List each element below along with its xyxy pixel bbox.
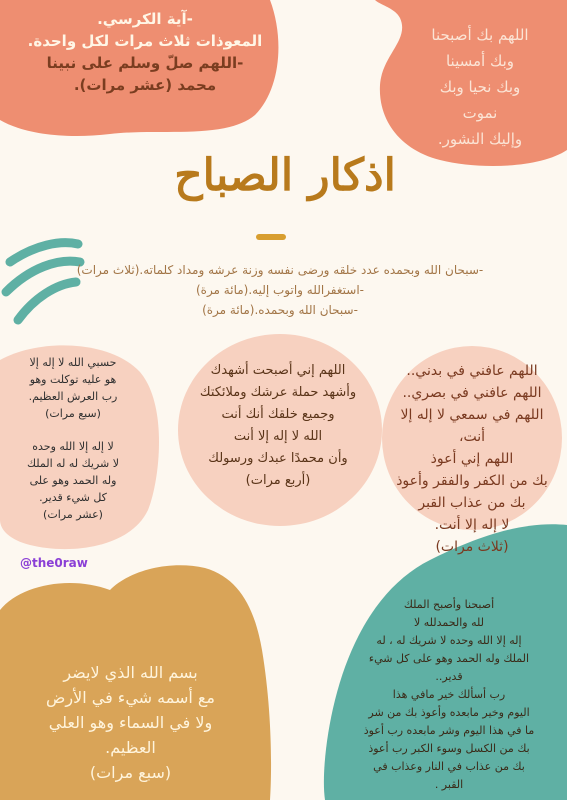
- circle-left-line: وله الحمد وهو على: [29, 474, 117, 487]
- bottom-left-line: ولا في السماء وهو العلي: [48, 713, 213, 732]
- top-left-text: [20, 8, 270, 96]
- bottom-right-text: [332, 596, 566, 794]
- top-left-line: -اللهم صلّ وسلم على نبينا: [46, 54, 244, 72]
- circle-left-line: هو عليه توكلت وهو: [29, 373, 117, 386]
- author-handle: @the0raw: [20, 556, 88, 570]
- middle-line: -استغفرالله واتوب إليه.(مائة مرة): [195, 283, 365, 297]
- circle-left-line: (سبع مرات): [45, 407, 101, 420]
- circle-right-line: بك من عذاب القبر: [418, 495, 526, 511]
- circle-right-line: (ثلاث مرات): [435, 539, 509, 555]
- circle-left-line: حسبي الله لا إله إلا: [29, 356, 117, 369]
- bottom-right-line: القبر .: [434, 778, 464, 791]
- bottom-right-line: بك من الكسل وسوء الكبر رب أعوذ: [368, 742, 530, 755]
- bottom-right-line: بك من عذاب في النار وعذاب في: [373, 760, 525, 773]
- bottom-left-line: العظيم.: [105, 738, 156, 757]
- circle-right-text: [392, 360, 552, 558]
- circle-right-line: اللهم إني أعوذ: [430, 451, 514, 467]
- circle-center-line: وجميع خلقك أنك أنت: [221, 407, 335, 422]
- circle-center-line: وأن محمدًا عبدك ورسولك: [208, 451, 348, 466]
- middle-text: [40, 260, 520, 320]
- circle-left-text: [2, 354, 144, 523]
- top-left-line: -آية الكرسي.: [97, 10, 193, 28]
- top-left-line: محمد (عشر مرات).: [73, 76, 217, 94]
- circle-right-line: لا إله إلا أنت.: [434, 517, 510, 533]
- circle-center-line: وأشهد حملة عرشك وملائكتك: [199, 385, 357, 400]
- bottom-right-line: لله والحمدلله لا: [413, 616, 484, 629]
- circle-center-text: [182, 360, 374, 492]
- circle-right-line: بك من الكفر والفقر وأعوذ: [396, 473, 548, 489]
- circle-center-line: اللهم إني أصبحت أشهدك: [210, 363, 346, 378]
- top-right-line: نموت: [462, 104, 498, 122]
- top-right-line: وبك أمسينا: [445, 52, 515, 70]
- bottom-left-line: بسم الله الذي لايضر: [63, 663, 198, 682]
- circle-left-line: (عشر مرات): [43, 508, 103, 521]
- top-right-line: اللهم بك أصبحنا: [431, 26, 529, 44]
- bottom-right-line: إله إلا الله وحده لا شريك له ، له: [376, 634, 522, 647]
- circle-left-line: كل شيء قدير.: [39, 491, 107, 504]
- top-left-line: المعوذات ثلاث مرات لكل واحدة.: [27, 32, 263, 50]
- bottom-right-line: الملك وله الحمد وهو على كل شيء: [368, 652, 530, 665]
- top-right-line: وإليك النشور.: [437, 130, 523, 148]
- bottom-right-line: رب أسألك خير مافي هذا: [392, 688, 506, 701]
- circle-left-line: رب العرش العظيم.: [28, 390, 118, 403]
- spacer: [2, 422, 144, 438]
- circle-left-line: لا إله إلا الله وحده: [32, 440, 114, 453]
- circle-right-line: اللهم عافني في بدني..: [406, 363, 538, 379]
- circle-center-line: الله لا إله إلا أنت: [233, 429, 323, 444]
- circle-right-line: اللهم في سمعي لا إله إلا أنت،: [400, 407, 544, 445]
- circle-left-line: لا شريك له له الملك: [26, 457, 120, 470]
- bottom-left-line: مع أسمه شيء في الأرض: [46, 688, 215, 707]
- bottom-right-line: قدير..: [435, 670, 463, 683]
- middle-line: -سبحان الله وبحمده.(مائة مرة): [202, 303, 358, 317]
- page-title: اذكار الصباح: [174, 150, 396, 201]
- bottom-right-line: اليوم وخير مابعده وأعوذ بك من شر: [368, 706, 530, 719]
- bottom-right-line: ما في هذا اليوم وشر مابعده رب أعوذ: [363, 724, 535, 737]
- top-right-text: [410, 22, 550, 152]
- middle-line: -سبحان الله وبحمده عدد خلقه ورضى نفسه وزنة عرشه ومداد كلماته.(ثلاث مرات): [76, 263, 484, 277]
- bottom-left-text: [18, 660, 243, 785]
- bottom-left-line: (سبع مرات): [89, 763, 172, 782]
- title-underline: [256, 234, 286, 240]
- circle-right-line: اللهم عافني في بصري..: [402, 385, 542, 401]
- bottom-right-line: أصبحنا وأصبح الملك: [403, 598, 495, 611]
- circle-center-line: (أربع مرات): [245, 473, 311, 488]
- top-right-line: وبك نحيا وبك: [439, 78, 521, 96]
